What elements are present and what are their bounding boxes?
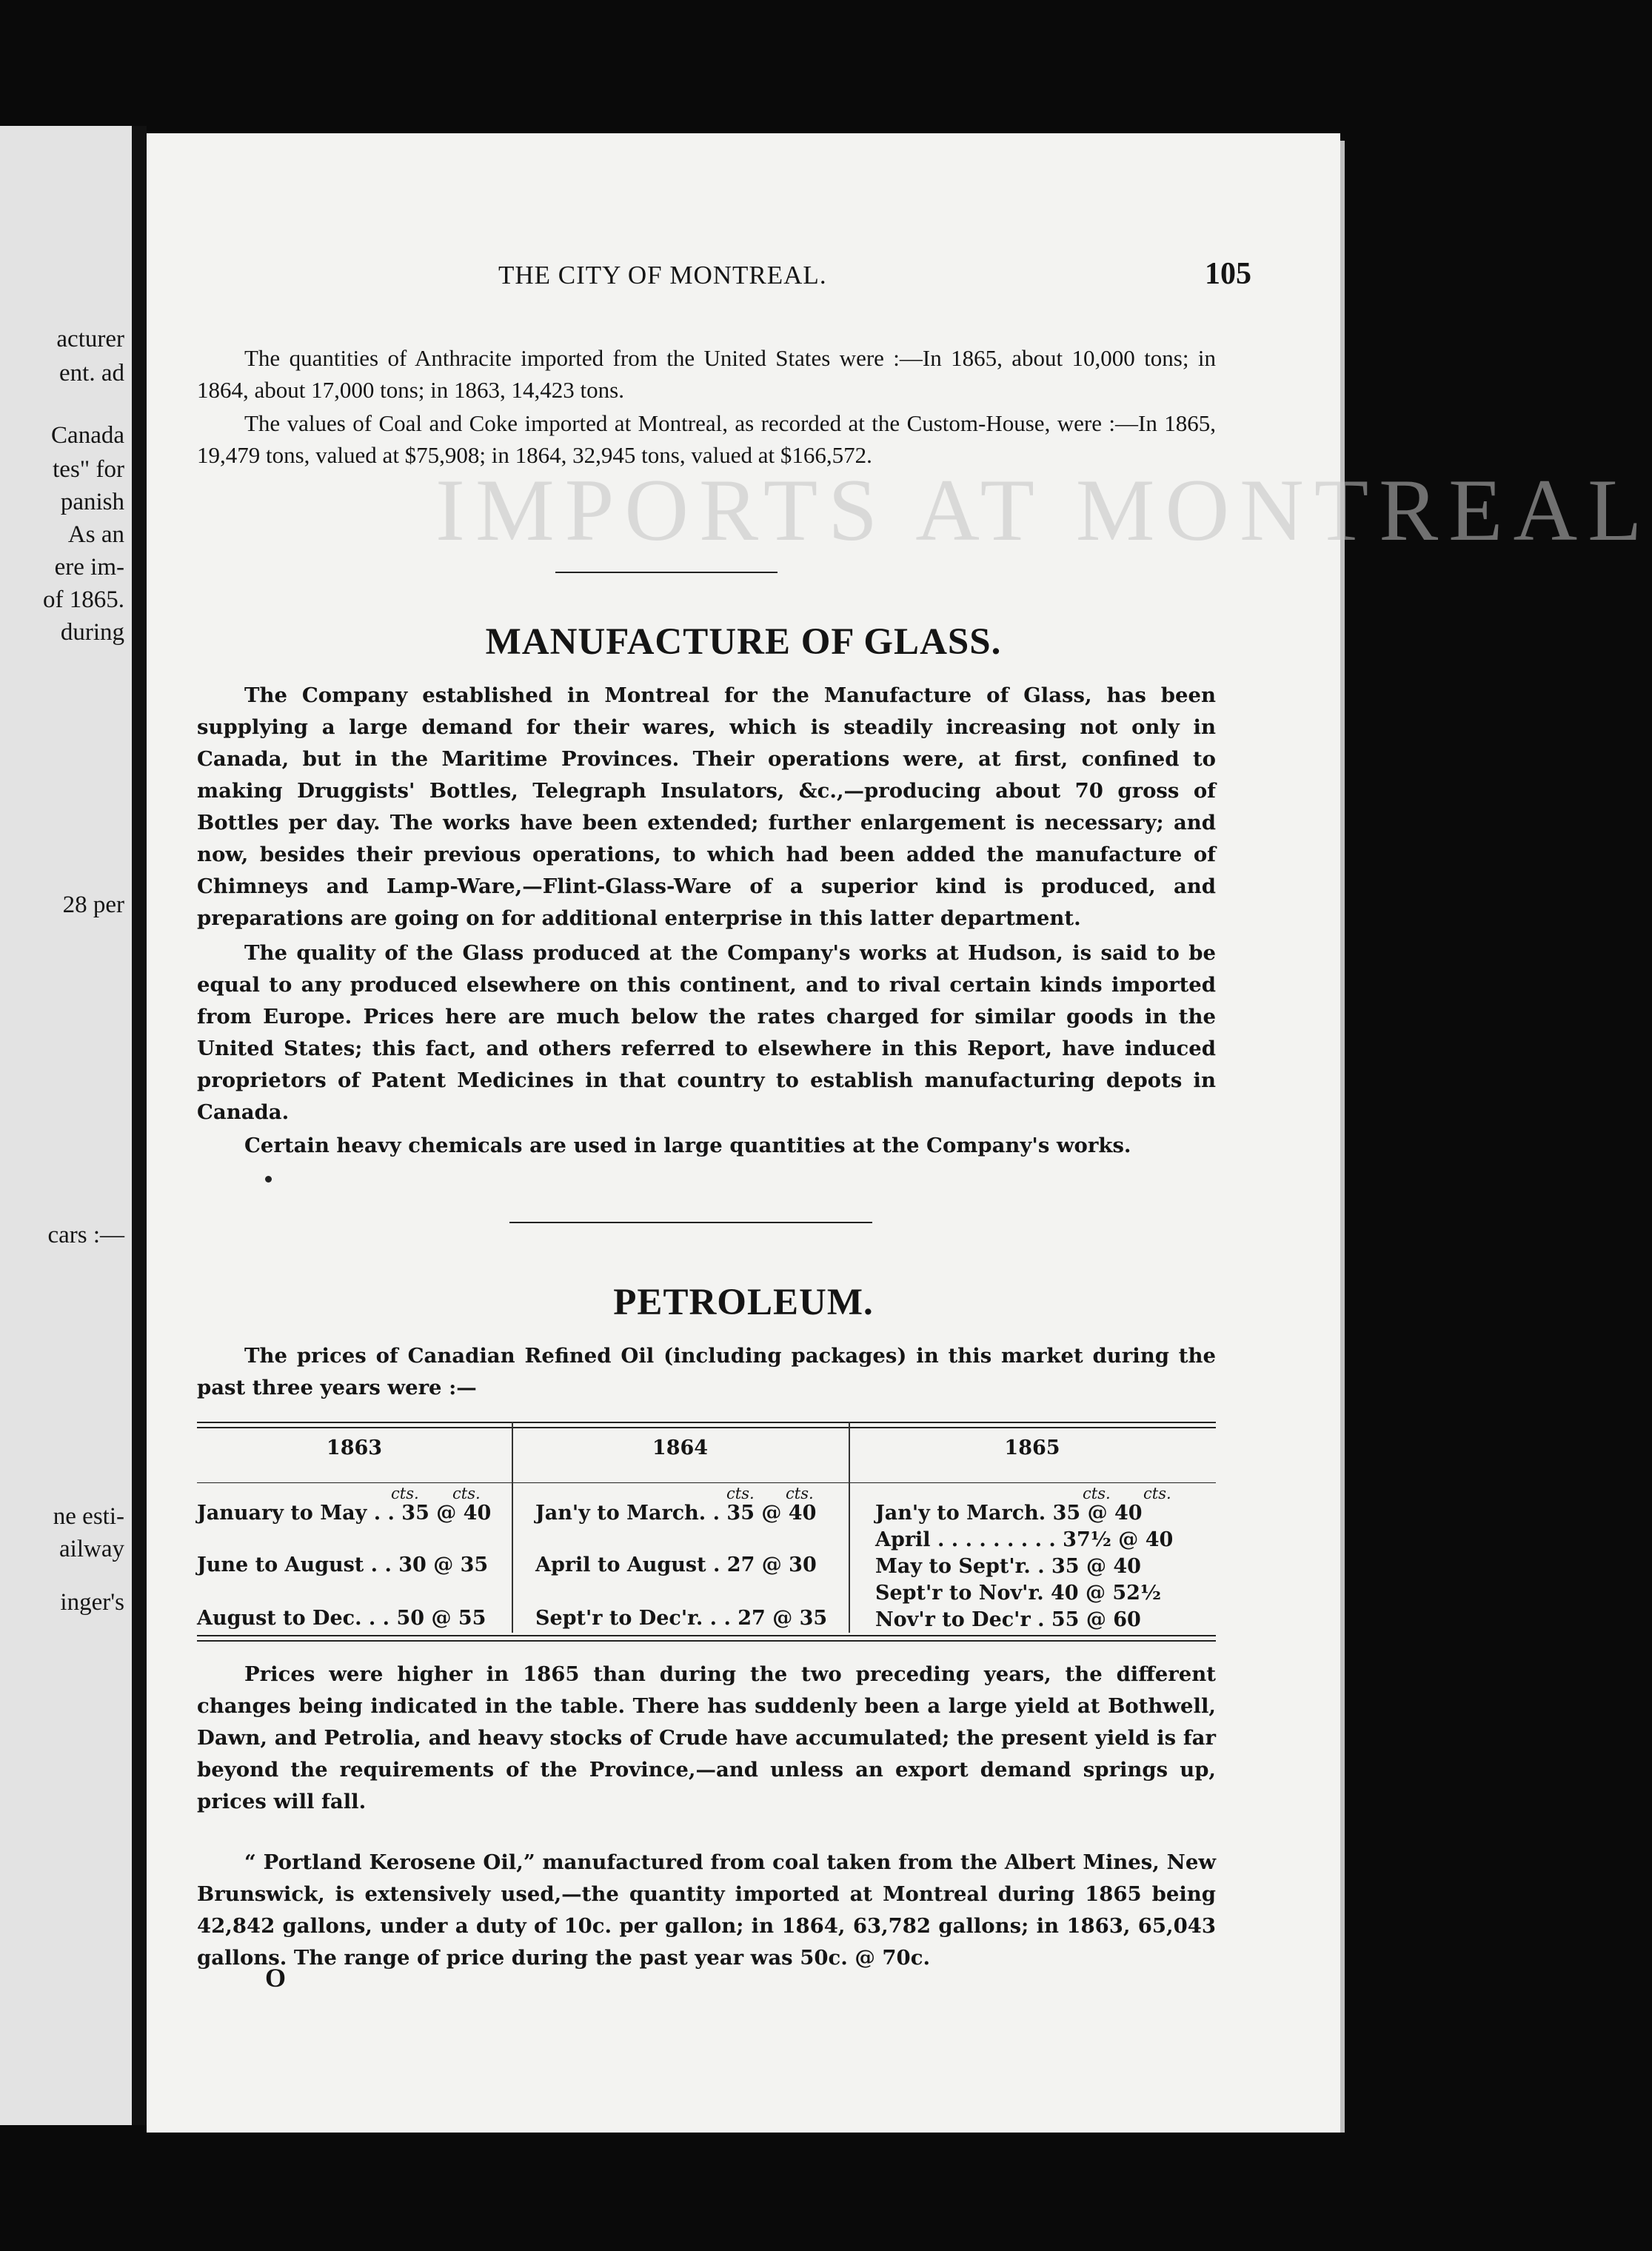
- book-gutter: [132, 126, 147, 2125]
- unit-label: cts.: [391, 1485, 419, 1502]
- section-divider: [509, 1222, 872, 1223]
- coal-coke-paragraph: The values of Coal and Coke imported at Montreal, as recorded at the Custom-House, were :—In 1865, 19,479 tons, valued at $75,908; in 1864, 32,945 tons, valued at $166,572.: [197, 410, 1216, 468]
- left-page-fragment: As an: [67, 521, 124, 548]
- left-page-fragment: acturer: [56, 326, 124, 352]
- column-year: 1863: [326, 1436, 383, 1459]
- table-cell: Jan'y to March. 35 @ 40: [875, 1502, 1143, 1525]
- table-cell: April . . . . . . . . . 37½ @ 40: [875, 1528, 1174, 1551]
- running-title: THE CITY OF MONTREAL.: [498, 261, 827, 290]
- left-page-fragment: 28 per: [62, 892, 124, 918]
- unit-label: cts.: [1143, 1485, 1171, 1502]
- petroleum-heading: PETROLEUM.: [613, 1282, 874, 1323]
- unit-label: cts.: [1083, 1485, 1111, 1502]
- left-facing-page: [0, 126, 132, 2125]
- left-page-fragment: cars :—: [47, 1222, 124, 1248]
- table-cell: April to August . 27 @ 30: [535, 1553, 817, 1576]
- table-cell: May to Sept'r. . 35 @ 40: [875, 1555, 1141, 1578]
- kerosene-paragraph: “ Portland Kerosene Oil,” manufactured from coal taken from the Albert Mines, New Brunswick, is extensively used,—the quantity imported at Montreal during 1865 being 42,842 gallons, under a duty of 10c. per gallon; in 1864, 63,782 gallons; in 1863, 65,043 gallons. The range of price during the past year was 50c. @ 70c.: [197, 1850, 1216, 1970]
- section-divider: [555, 572, 777, 573]
- table-bottom-rule: [197, 1640, 1216, 1642]
- left-page-fragment: during: [60, 619, 124, 646]
- glass-paragraph-2: The quality of the Glass produced at the Company's works at Hudson, is said to be equal to any produced elsewhere on this continent, and to rival certain kinds imported from Europe. Prices here are much below the rates charged for similar goods in the United States; this fact, and others referred to elsewhere in this Report, have induced proprietors of Patent Medicines in that country to establish manufacturing depots in Canada.: [197, 941, 1216, 1124]
- table-column-1865: [849, 1422, 1216, 1633]
- left-page-fragment: tes" for: [53, 456, 124, 483]
- petroleum-intro: The prices of Canadian Refined Oil (including packages) in this market during the past three years were :—: [197, 1344, 1216, 1399]
- bleed-through-text: IMPORTS AT MONTREAL: [435, 461, 1652, 559]
- unit-label: cts.: [452, 1485, 481, 1502]
- column-year: 1865: [1004, 1436, 1060, 1459]
- table-cell: Jan'y to March. . 35 @ 40: [535, 1502, 817, 1525]
- table-column-1863: [197, 1422, 512, 1633]
- left-page-fragment: ent. ad: [59, 360, 124, 387]
- page-number: 105: [1205, 257, 1251, 291]
- glass-paragraph-3: Certain heavy chemicals are used in large quantities at the Company's works.: [244, 1134, 1131, 1157]
- petroleum-paragraph-2: Prices were higher in 1865 than during the two preceding years, the different changes being indicated in the table. There has suddenly been a large yield at Bothwell, Dawn, and Petrolia, and heavy stocks of Crude have accumulated; the present yield is far beyond the requirements of the Province,—and unless an export demand springs up, prices will fall.: [197, 1662, 1216, 1813]
- signature-mark: O: [265, 1963, 287, 1993]
- table-cell: June to August . . 30 @ 35: [197, 1553, 489, 1576]
- glass-paragraph-1: The Company established in Montreal for the Manufacture of Glass, has been supplying a large demand for their wares, which is steadily increasing not only in Canada, but in the Maritime Provinces. Their operations were, at first, confined to making Druggists' Bottles, Telegraph Insulators, &c.,—producing about 70 gross of Bottles per day. The works have been extended; further enlargement is necessary; and now, besides their previous operations, to which had been added the manufacture of Chimneys and Lamp-Ware,—Flint-Glass-Ware of a superior kind is produced, and preparations are going on for additional enterprise in this latter department.: [197, 683, 1216, 930]
- table-bottom-rule: [197, 1635, 1216, 1636]
- table-cell: Sept'r to Dec'r. . . 27 @ 35: [535, 1607, 828, 1630]
- ink-dot: [265, 1176, 272, 1183]
- table-column-1864: [512, 1422, 849, 1633]
- left-page-fragment: inger's: [60, 1589, 124, 1616]
- left-page-fragment: of 1865.: [43, 586, 124, 613]
- glass-heading: MANUFACTURE OF GLASS.: [485, 621, 1002, 663]
- table-cell: Sept'r to Nov'r. 40 @ 52½: [875, 1582, 1162, 1605]
- unit-label: cts.: [786, 1485, 814, 1502]
- left-page-fragment: panish: [60, 489, 124, 515]
- table-cell: January to May . . 35 @ 40: [197, 1502, 492, 1525]
- unit-label: cts.: [726, 1485, 755, 1502]
- left-page-fragment: ne esti-: [53, 1503, 124, 1530]
- table-cell: August to Dec. . . 50 @ 55: [197, 1607, 486, 1630]
- table-cell: Nov'r to Dec'r . 55 @ 60: [875, 1608, 1141, 1631]
- left-page-fragment: Canada: [51, 422, 124, 449]
- anthracite-paragraph: The quantities of Anthracite imported from the United States were :—In 1865, about 10,000 tons; in 1864, about 17,000 tons; in 1863, 14,423 tons.: [197, 345, 1216, 403]
- left-page-fragment: ere im-: [54, 554, 124, 581]
- left-page-fragment: ailway: [59, 1536, 124, 1562]
- book-page: [147, 133, 1652, 2133]
- column-year: 1864: [652, 1436, 709, 1459]
